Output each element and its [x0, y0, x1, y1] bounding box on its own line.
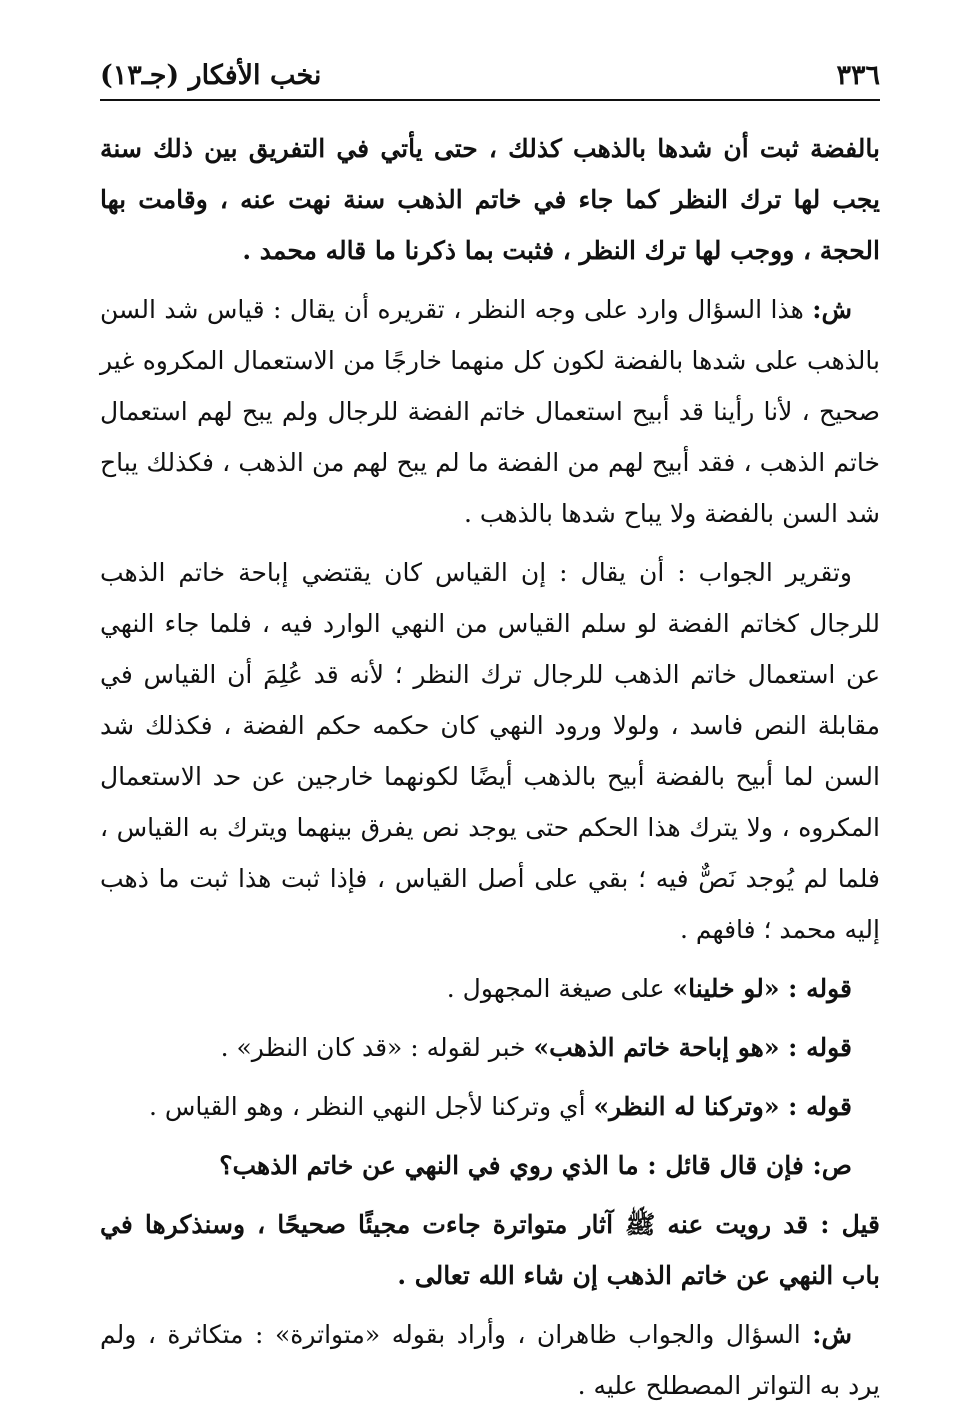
page-number: ٣٣٦	[836, 60, 880, 91]
sharh-marker-2: ش:	[812, 1320, 852, 1349]
quote-2-text: خبر لقوله : «قد كان النظر» .	[220, 1033, 534, 1062]
quote-2-lead: قوله : «هو إباحة خاتم الذهب»	[533, 1033, 852, 1062]
page-body	[100, 123, 880, 1411]
paragraph-2-text: هذا السؤال وارد على وجه النظر ، تقريره أن يقال : قياس شد السن بالذهب على شدها بالفضة لكون كل منهما خارجًا من الاستعمال المكروه غير صحيح ، لأنا رأينا قد أبيح استعمال خاتم الفضة للرجال ولم يبح لهم استعمال خاتم الذهب ، فقد أبيح لهم من الفضة ما لم يبح لهم من الذهب ، فكذلك يباح شد السن بالفضة ولا يباح شدها بالذهب .	[100, 295, 881, 528]
quote-3-text: أي وتركنا لأجل النهي النظر ، وهو القياس .	[148, 1092, 594, 1121]
quote-1	[100, 963, 880, 1014]
paragraph-3: وتقرير الجواب : أن يقال : إن القياس كان يقتضي إباحة خاتم الذهب للرجال كخاتم الفضة لو سلم القياس من النهي الوارد فيه ، فلما جاء النهي عن استعمال خاتم الذهب للرجال ترك النظر ؛ لأنه قد عُلِمَ أن القياس في مقابلة النص فاسد ، ولولا ورود النهي كان حكمه حكم الفضة ، فكذلك شد السن لما أبيح بالفضة أبيح بالذهب أيضًا لكونهما خارجين عن حد الاستعمال المكروه ، ولا يترك هذا الحكم حتى يوجد نص يفرق بينهما ويترك به القياس ، فلما لم يُوجد نَصٌّ فيه ؛ بقي على أصل القياس ، فإذا ثبت هذا ثبت ما ذهب إليه محمد ؛ فافهم .	[100, 558, 880, 944]
quote-3	[100, 1081, 880, 1132]
paragraph-6	[100, 1309, 880, 1411]
paragraph-5: قيل : قد رويت عنه ﷺ آثار متواترة جاءت مجيئًا صحيحًا ، وسنذكرها في باب النهي عن خاتم الذهب إن شاء الله تعالى .	[100, 1210, 880, 1290]
quote-1-lead: قوله : «لو خلينا»	[672, 974, 852, 1003]
book-title: نخب الأفكار (جـ١٣)	[100, 60, 322, 91]
quote-1-text: على صيغة المجهول .	[446, 974, 673, 1003]
paragraph-4: ص: فإن قال قائل : ما الذي روي في النهي عن خاتم الذهب؟	[219, 1151, 852, 1180]
quote-3-lead: قوله : «وتركنا له النظر»	[593, 1092, 852, 1121]
paragraph-1: بالفضة ثبت أن شدها بالذهب كذلك ، حتى يأتي في التفريق بين ذلك سنة يجب لها ترك النظر كما جاء في خاتم الذهب سنة نهت عنه ، وقامت بها الحجة ، ووجب لها ترك النظر ، فثبت بما ذكرنا ما قاله محمد .	[100, 134, 880, 265]
paragraph-2	[100, 284, 880, 539]
quote-2	[100, 1022, 880, 1073]
sharh-marker: ش:	[812, 295, 852, 324]
paragraph-6-text: السؤال والجواب ظاهران ، وأراد بقوله «متواترة» : متكاثرة ، ولم يرد به التواتر المصطلح عليه .	[100, 1320, 880, 1400]
page-header	[100, 60, 880, 101]
